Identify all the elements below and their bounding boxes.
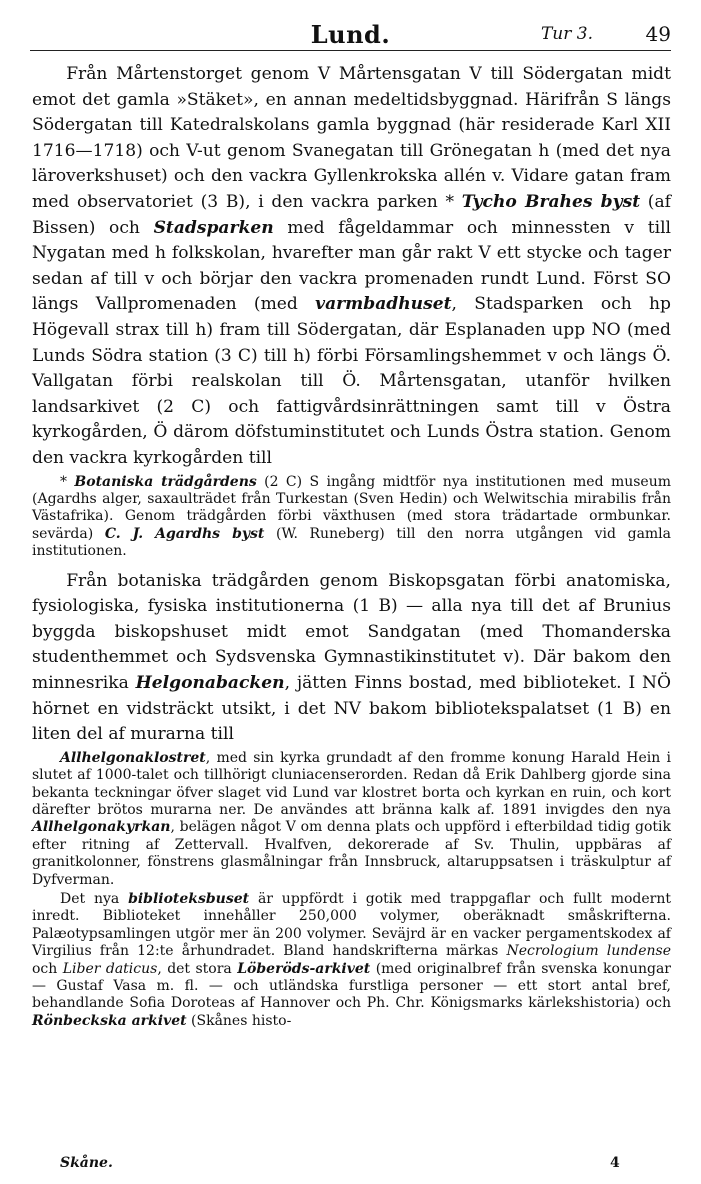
text-run: (Skånes histo- [186, 1012, 292, 1029]
varmbadhuset: varmbadhuset [315, 294, 452, 315]
necrologium-lundense: Necrologium lundense [506, 943, 671, 960]
text-run: och [32, 960, 63, 977]
text-run: med fågeldammar och minnessten v till Nygatan med h folkskolan, hvarefter man går rakt V ett stycke och tager sedan af till v och börjar den vackra promenaden rundt Lund. Först SO längs Vallpromenaden (med [32, 217, 672, 315]
text-run: (W. Runeberg) till den norra utgången vid gamla institutionen. [32, 525, 672, 560]
paragraph-martenstorget [32, 62, 671, 472]
text-run: , det stora [157, 960, 238, 977]
star-marker: * [60, 473, 75, 490]
text-run: (af Bissen) och [32, 191, 671, 238]
allhelgonaklostret: Allhelgonaklostret [60, 749, 206, 766]
ronbeckska-arkivet: Rönbeckska arkivet [32, 1012, 187, 1029]
liber-daticus: Liber daticus [62, 960, 158, 977]
page-footer [30, 1155, 671, 1175]
tour-label: Tur 3. [540, 24, 593, 44]
biblioteksbuset: biblioteksbuset [128, 890, 250, 907]
loberods-arkivet: Löberöds-arkivet [237, 960, 371, 977]
text-run: är uppfördt i gotik med trappgaflar och fullt modernt inredt. Biblioteket innehåller 250,000 volymer, oberäknadt småskrifterna. Palæotypsamlingen utgör mer än 200 volymer. Seväjrd är en vacker pergamentskodex af Virgilius från 12:te århundradet. Bland handskrifterna märkas [32, 890, 671, 960]
note-allhelgonaklostret [32, 750, 671, 889]
text-run: , belägen något V om denna plats och uppförd i efterbildad tidig gotik efter ritning af Zettervall. Hvalfven, dekorerade af Sv. Thulin, uppbäras af granitkolonner, fönstrens glasmålningar från Innsbruck, altaruppsatsen i träskulptur af Dyfverman. [32, 819, 671, 888]
page-body [32, 62, 671, 1038]
note-botaniska-tradgarden [32, 474, 671, 561]
page-number: 49 [645, 22, 671, 46]
running-title: Lund. [310, 20, 391, 49]
text-run: , jätten Finns bostad, med biblioteket. I NÖ hörnet en vidsträckt utsikt, i det NV bakom bibliotekspalatset (1 B) en liten del af murarna till [32, 672, 671, 745]
sheet-number: 4 [610, 1155, 620, 1171]
page-header [30, 14, 671, 51]
helgonabacken: Helgonabacken [135, 672, 285, 693]
text-run: Från botaniska trädgården genom Biskopsgatan förbi anatomiska, fysiologiska, fysiska institutionerna (1 B) — alla nya till det af Brunius byggda biskopshuset midt emot Sandgatan (med Thomanderska studenthemmet och Sydsvenska Gymnastikinstitutet v). Där bakom den minnesrika [32, 570, 671, 693]
note-biblioteket [32, 891, 671, 1030]
paragraph-botaniska [32, 569, 671, 748]
agardhs-byst: C. J. Agardhs byst [104, 525, 265, 542]
botaniska-tradgardens: Botaniska trädgårdens [74, 473, 257, 490]
text-run: Det nya [60, 890, 129, 907]
text-run: (2 C) S ingång midtför nya institutionen med museum (Agardhs alger, saxaulträdet från Turkestan (Sven Hedin) och Welwitschia mirabilis från Västafrika). Genom trädgården förbi växthusen (med stora trädartade ormbunkar. sevärda) [32, 473, 672, 542]
text-run: (med originalbref från svenska konungar — Gustaf Vasa m. fl. — och utländska furstliga personer — ett stort antal bref, behandlande Sofia Doroteas af Hannover och Ph. Chr. Königsmarks kärlekshistoria) och [32, 960, 671, 1012]
text-run: , Stadsparken och hp Högevall strax till h) fram till Södergatan, där Esplanaden upp NO (med Lunds Södra station (3 C) till h) förbi Församlingshemmet v och längs Ö. Vallgatan förbi realskolan till Ö. Mårtensgatan, utanför hvilken landsarkivet (2 C) och fattigvårdsinrättningen samt till v Östra kyrkogården, Ö därom döfstuminstitutet och Lunds Östra station. Genom den vackra kyrkogården till [32, 294, 671, 468]
tycho-brahe-byst: Tycho Brahes byst [461, 191, 641, 212]
allhelgonakyrkan: Allhelgonakyrkan [32, 819, 171, 836]
signature-mark: Skåne. [60, 1155, 113, 1171]
text-run: , med sin kyrka grundadt af den fromme konung Harald Hein i slutet af 1000-talet och tillhörigt cluniacenserorden. Redan då Erik Dahlberg gjorde sina bekanta teckningar öfver slaget vid Lund var klostret borta och kyrkan en ruin, och kort därefter brötos murarna ner. De användes att bränna kalk af. 1891 invigdes den nya [32, 749, 671, 818]
text-run: Från Mårtenstorget genom V Mårtensgatan V till Södergatan midt emot det gamla »Stäket», en annan medeltidsbyggnad. Härifrån S längs Södergatan till Katedralskolans gamla byggnad (här residerade Karl XII 1716—1718) och V-ut genom Svanegatan till Grönegatan h (med det nya läroverkshuset) och den vackra Gyllenkrokska allén v. Vidare gatan fram med observatoriet (3 B), i den vackra parken * [32, 64, 671, 212]
stadsparken: Stadsparken [153, 217, 274, 238]
